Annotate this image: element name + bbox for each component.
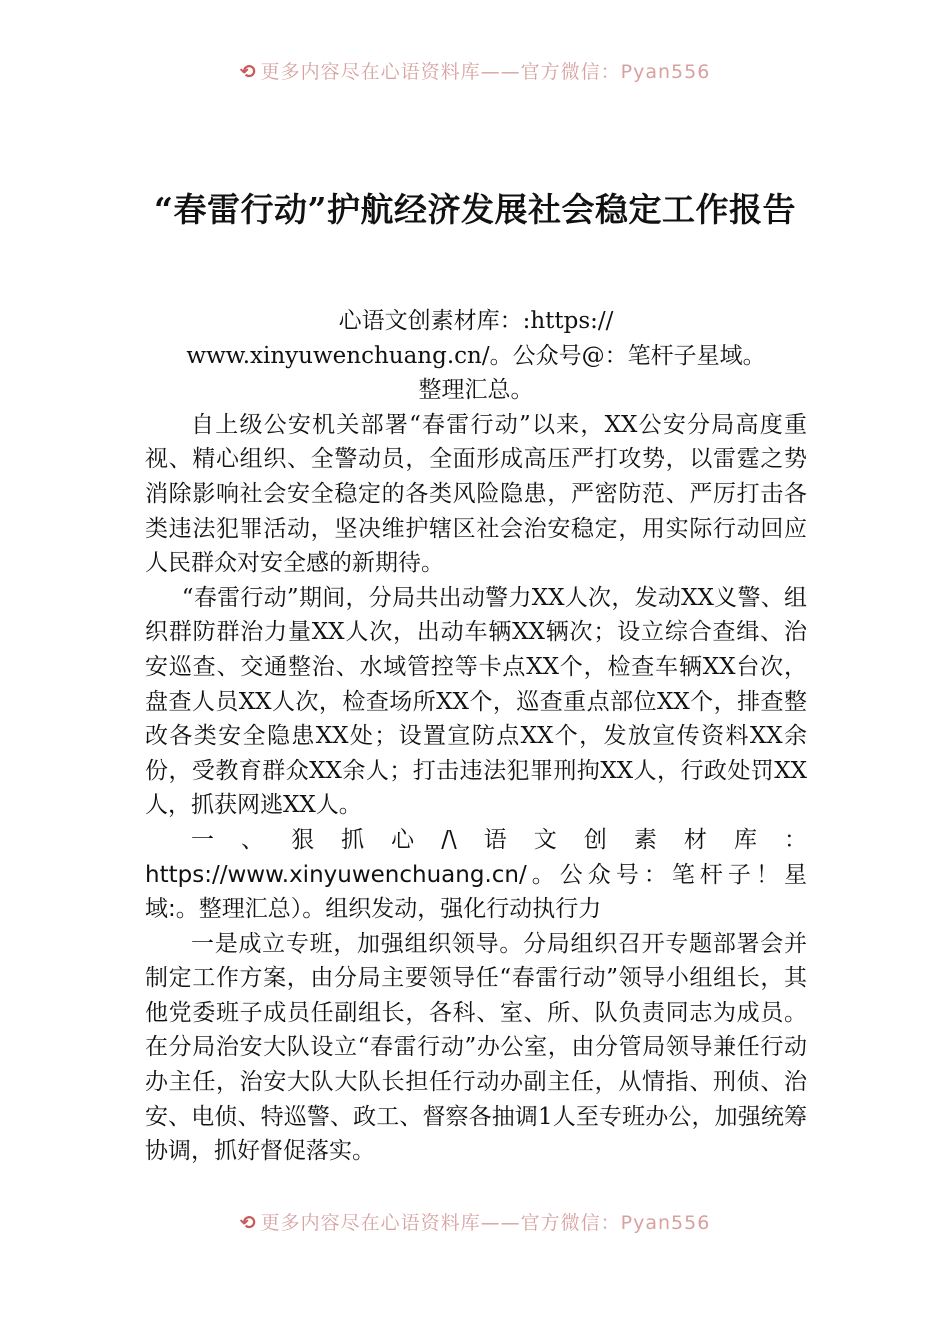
watermark-logo-icon: ⟲ — [239, 61, 257, 83]
section-1-paragraph: 一是成立专班，加强组织领导。分局组织召开专题部署会并制定工作方案，由分局主要领导任“春雷行动”领导小组组长，其他党委班子成员任副组长，各科、室、所、队负责同志为成员。在分局治安大队设立“春雷行动”办公室，由分管局领导兼任行动办主任，治安大队大队长担任行动办副主任，从情指、刑侦、治安、电侦、特巡警、政工、督察各抽调1人至专班办公，加强统筹协调，抓好督促落实。 — [145, 930, 807, 1165]
watermark-text: 更多内容尽在心语资料库——官方微信：Pyan556 — [260, 1212, 711, 1234]
document-title: “春雷行动”护航经济发展社会稳定工作报告 — [154, 190, 796, 229]
watermark-text: 更多内容尽在心语资料库——官方微信：Pyan556 — [260, 61, 711, 83]
watermark-top — [0, 57, 950, 84]
intro-paragraph: 自上级公安机关部署“春雷行动”以来，XX公安分局高度重视、精心组织、全警动员，全面形成高压严打攻势，以雷霆之势消除影响社会安全稳定的各类风险隐患，严密防范、严厉打击各类违法犯罪活动，坚决维护辖区社会治安稳定，用实际行动回应人民群众对安全感的新期待。 — [145, 411, 807, 577]
source-line-3: 整理汇总。 — [418, 377, 534, 404]
watermark-bottom — [0, 1208, 950, 1235]
stats-paragraph: “春雷行动”期间，分局共出动警力XX人次，发动XX义警、组织群防群治力量XX人次，出动车辆XX辆次；设立综合查缉、治安巡查、交通整治、水域管控等卡点XX个，检查车辆XX台次，盘查人员XX人次，检查场所XX个，巡查重点部位XX个，排查整改各类安全隐患XX处；设置宣防点XX个，发放宣传资料XX余份，受教育群众XX余人；打击违法犯罪刑拘XX人，行政处罚XX人，抓获网逃XX人。 — [145, 584, 807, 819]
document-body — [145, 304, 807, 1169]
watermark-logo-icon: ⟲ — [239, 1212, 257, 1234]
section-1-heading: 一、狠抓心/\语文创素材库：https://www.xinyuwenchuang.cn/。公众号：笔杆子！星域:。整理汇总）。组织发动，强化行动执行力 — [145, 826, 807, 923]
source-line-1: 心语文创素材库：:https:// — [338, 308, 614, 334]
source-line-2: www.xinyuwenchuang.cn/。公众号@：笔杆子星域。 — [186, 342, 766, 369]
